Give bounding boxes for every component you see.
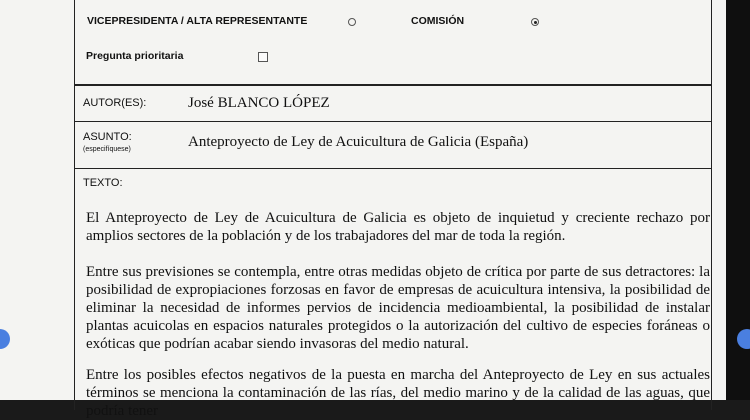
priority-checkbox[interactable] — [258, 52, 268, 62]
commission-radio[interactable] — [531, 18, 539, 26]
body-paragraph-2: Entre sus previsiones se contempla, entre otras medidas objeto de crítica por parte de sus detractores: la posibilidad de expropiaciones forzosas en favor de empresas de acuicultura intensiva, la posibilidad de eliminar la necesidad de informes pervios de incidencia medioambiental, la posibilidad de instalar plantas acuicolas en espacios naturales protegidos o la autorización del cultivo de especies foráneas o exóticas que podrían acabar siendo invasoras del medio natural. — [86, 264, 710, 352]
subject-hint: (especifíquese) — [83, 146, 131, 153]
subject-value: Anteproyecto de Ley de Acuicultura de Galicia (España) — [188, 134, 529, 150]
header-separator — [74, 84, 712, 86]
body-paragraph-3: Entre los posibles efectos negativos de la puesta en marcha del Anteproyecto de Ley en sus actuales términos se menciona la contaminación de las rías, del medio marino y de la calidad de las aguas, que podría tener — [86, 367, 710, 419]
vicepresident-label: VICEPRESIDENTA / ALTA REPRESENTANTE — [87, 15, 308, 27]
vicepresident-radio[interactable] — [348, 18, 356, 26]
commission-label: COMISIÓN — [411, 15, 465, 27]
subject-label: ASUNTO: — [83, 131, 132, 143]
selection-handle-right[interactable] — [737, 329, 750, 349]
subject-separator — [74, 168, 712, 169]
authors-label: AUTOR(ES): — [83, 97, 147, 109]
text-label: TEXTO: — [83, 177, 123, 189]
authors-value: José BLANCO LÓPEZ — [188, 95, 330, 111]
authors-separator — [74, 121, 712, 122]
body-paragraph-1: El Anteproyecto de Ley de Acuicultura de Galicia es objeto de inquietud y creciente rechazo por amplios sectores de la población y de los trabajadores del mar de toda la región. — [86, 210, 710, 244]
priority-label: Pregunta prioritaria — [86, 50, 184, 62]
